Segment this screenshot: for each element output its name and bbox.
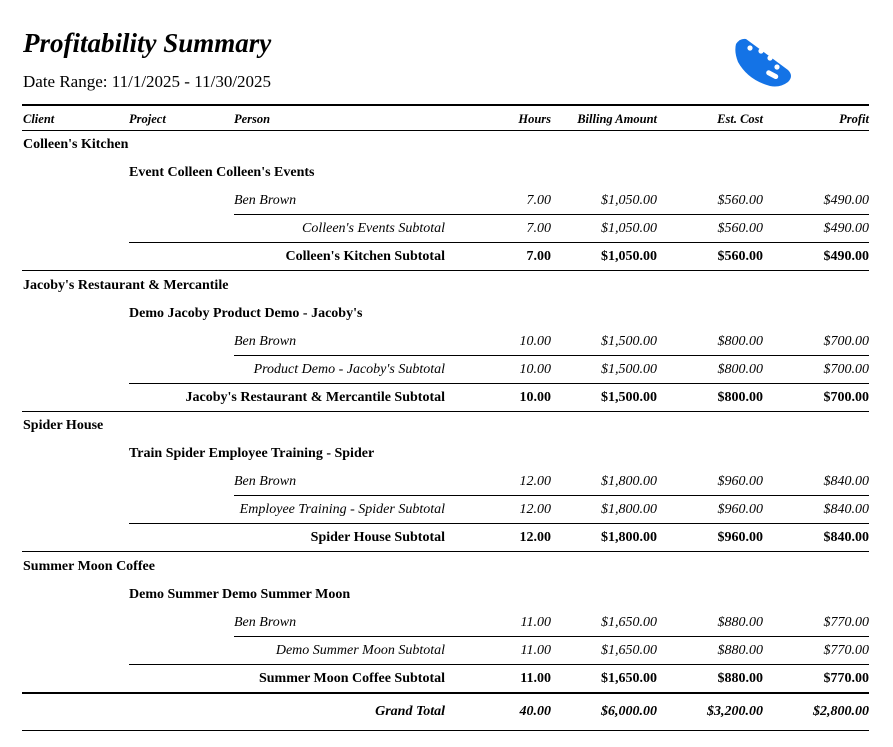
person-cost: $960.00 xyxy=(717,474,763,489)
project-subtotal-profit: $840.00 xyxy=(823,502,869,517)
client-subtotal-label: Summer Moon Coffee Subtotal xyxy=(258,670,445,686)
person-cost: $560.00 xyxy=(717,193,763,208)
person-cost: $800.00 xyxy=(717,333,763,349)
client-subtotal-label: Spider House Subtotal xyxy=(310,530,445,545)
client-subtotal-hours: 11.00 xyxy=(520,670,551,686)
client-name: Colleen's Kitchen xyxy=(23,137,129,152)
project-subtotal-hours: 12.00 xyxy=(519,502,551,517)
project-subtotal-rule xyxy=(129,242,869,243)
project-subtotal-hours: 11.00 xyxy=(520,642,551,658)
project-name: Demo Summer Demo Summer Moon xyxy=(129,586,351,602)
project-subtotal-rule xyxy=(129,383,869,384)
col-header-profit: Profit xyxy=(839,112,869,126)
col-header-person: Person xyxy=(234,112,271,126)
client-subtotal-cost: $560.00 xyxy=(717,249,763,264)
date-range: Date Range: 11/1/2025 - 11/30/2025 xyxy=(23,72,272,91)
person-billing: $1,650.00 xyxy=(601,614,657,630)
project-subtotal-cost: $880.00 xyxy=(717,642,763,658)
client-subtotal-hours: 12.00 xyxy=(519,530,551,545)
client-subtotal-hours: 10.00 xyxy=(519,389,551,405)
person-hours: 11.00 xyxy=(520,614,551,630)
project-subtotal-rule xyxy=(129,523,869,524)
grand-total-cost: $3,200.00 xyxy=(707,704,763,719)
header-top-rule xyxy=(22,104,869,106)
project-name: Demo Jacoby Product Demo - Jacoby's xyxy=(129,305,363,321)
col-header-project: Project xyxy=(129,112,166,126)
project-subtotal-label: Demo Summer Moon Subtotal xyxy=(275,642,445,658)
person-billing: $1,500.00 xyxy=(601,333,657,349)
client-subtotal-cost: $800.00 xyxy=(717,389,763,405)
client-name: Jacoby's Restaurant & Mercantile xyxy=(23,277,229,293)
person-name: Ben Brown xyxy=(234,474,297,489)
project-subtotal-profit: $770.00 xyxy=(823,642,869,658)
project-subtotal-hours: 7.00 xyxy=(526,221,551,236)
person-name: Ben Brown xyxy=(234,193,297,208)
project-name: Event Colleen Colleen's Events xyxy=(129,165,315,180)
client-block-rule xyxy=(22,551,869,552)
project-subtotal-profit: $700.00 xyxy=(823,361,869,377)
project-subtotal-label: Product Demo - Jacoby's Subtotal xyxy=(253,361,445,377)
person-billing: $1,050.00 xyxy=(601,193,657,208)
project-subtotal-profit: $490.00 xyxy=(823,221,869,236)
person-rule xyxy=(234,636,869,637)
project-subtotal-billing: $1,050.00 xyxy=(601,221,657,236)
project-name: Train Spider Employee Training - Spider xyxy=(129,446,375,461)
client-subtotal-billing: $1,050.00 xyxy=(601,249,657,264)
header-bottom-rule xyxy=(22,130,869,131)
client-subtotal-profit: $840.00 xyxy=(823,530,869,545)
col-header-hours: Hours xyxy=(518,112,551,126)
project-subtotal-label: Employee Training - Spider Subtotal xyxy=(239,502,445,517)
grand-total-bottom-rule xyxy=(22,730,869,731)
grand-total-profit: $2,800.00 xyxy=(813,704,869,719)
client-subtotal-profit: $770.00 xyxy=(823,670,869,686)
project-subtotal-hours: 10.00 xyxy=(519,361,551,377)
person-profit: $770.00 xyxy=(823,614,869,630)
client-name: Summer Moon Coffee xyxy=(23,558,155,574)
client-subtotal-profit: $700.00 xyxy=(823,389,869,405)
person-hours: 7.00 xyxy=(526,193,551,208)
project-subtotal-cost: $960.00 xyxy=(717,502,763,517)
client-subtotal-label: Colleen's Kitchen Subtotal xyxy=(285,249,445,264)
grand-total-hours: 40.00 xyxy=(519,704,551,719)
person-cost: $880.00 xyxy=(717,614,763,630)
person-rule xyxy=(234,355,869,356)
client-subtotal-hours: 7.00 xyxy=(526,249,551,264)
grand-total-billing: $6,000.00 xyxy=(601,704,657,719)
grand-total-top-rule xyxy=(22,692,869,694)
person-profit: $490.00 xyxy=(823,193,869,208)
col-header-client: Client xyxy=(23,112,55,126)
client-subtotal-billing: $1,800.00 xyxy=(601,530,657,545)
client-subtotal-cost: $880.00 xyxy=(717,670,763,686)
client-name: Spider House xyxy=(23,418,104,433)
person-profit: $700.00 xyxy=(823,333,869,349)
person-rule xyxy=(234,495,869,496)
person-name: Ben Brown xyxy=(234,333,297,349)
person-rule xyxy=(234,214,869,215)
gauge-logo-icon xyxy=(730,36,794,88)
project-subtotal-billing: $1,650.00 xyxy=(601,642,657,658)
col-header-billing: Billing Amount xyxy=(577,112,657,126)
project-subtotal-billing: $1,800.00 xyxy=(601,502,657,517)
project-subtotal-cost: $560.00 xyxy=(717,221,763,236)
person-billing: $1,800.00 xyxy=(601,474,657,489)
client-subtotal-billing: $1,650.00 xyxy=(601,670,657,686)
grand-total-label: Grand Total xyxy=(375,704,445,719)
client-block-rule xyxy=(22,411,869,412)
client-block-rule xyxy=(22,270,869,271)
report-title: Profitability Summary xyxy=(23,28,272,58)
project-subtotal-label: Colleen's Events Subtotal xyxy=(302,221,445,236)
client-subtotal-cost: $960.00 xyxy=(717,530,763,545)
client-subtotal-label: Jacoby's Restaurant & Mercantile Subtotal xyxy=(185,389,445,405)
project-subtotal-cost: $800.00 xyxy=(717,361,763,377)
project-subtotal-rule xyxy=(129,664,869,665)
col-header-cost: Est. Cost xyxy=(717,112,763,126)
client-subtotal-billing: $1,500.00 xyxy=(601,389,657,405)
person-hours: 12.00 xyxy=(519,474,551,489)
person-hours: 10.00 xyxy=(519,333,551,349)
project-subtotal-billing: $1,500.00 xyxy=(601,361,657,377)
client-subtotal-profit: $490.00 xyxy=(823,249,869,264)
person-name: Ben Brown xyxy=(234,614,297,630)
person-profit: $840.00 xyxy=(823,474,869,489)
